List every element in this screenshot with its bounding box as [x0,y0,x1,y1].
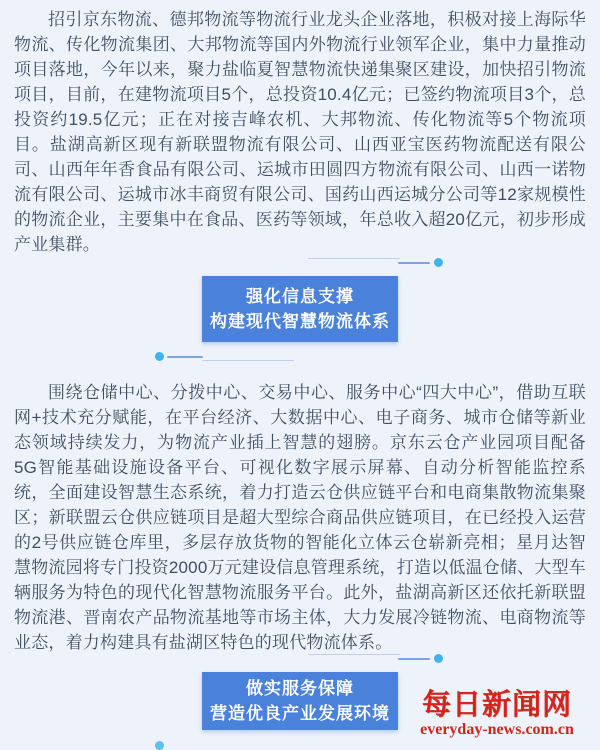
divider-dot-icon [434,654,443,663]
divider-line-dark [398,658,430,660]
divider-line-dark [398,262,430,264]
banner-line-1: 做实服务保障 [246,679,354,698]
banner-line-2: 构建现代智慧物流体系 [210,312,390,331]
divider-dot-icon [434,258,443,267]
divider-line-light [308,654,400,655]
section-heading-information-support [202,276,398,342]
section-heading-service-guarantee [202,672,398,730]
divider-line-light [308,258,400,259]
divider-ornament-bottom [308,651,444,665]
site-url: everyday-news.com.cn [420,721,574,738]
divider-ornament-top [308,255,444,269]
article-paragraph-2: 围绕仓储中心、分拨中心、交易中心、服务中心“四大中心”，借助互联网+技术充分赋能，在平台经济、大数据中心、电子商务、城市仓储等新业态领域持续发力，为物流产业插上智慧的翅膀。京东云仓产业园项目配备5G智能基础设施设备平台、可视化数字展示屏幕、自动分析智能监控系统，全面建设智慧生态系统，着力打造云仓供应链平台和电商集散物流集聚区；新联盟云仓供应链项目是超大型综合商品供应链项目，在已经投入运营的2号供应链仓库里，多层存放货物的智能化立体云仓崭新亮相；星月达智慧物流园将专门投资2000万元建设信息管理系统，打造以低温仓储、大型车辆服务为特色的现代化智慧物流服务平台。此外，盐湖高新区还依托新联盟物流港、晋南农产品物流基地等市场主体，大力发展冷链物流、电商物流等业态，着力构建具有盐湖区特色的现代物流体系。 [14,383,586,652]
article-paragraph-1: 招引京东物流、德邦物流等物流行业龙头企业落地，积极对接上海际华物流、传化物流集团、大邦物流等国内外物流行业领军企业，集中力量推动项目落地，今年以来，聚力盐临夏智慧物流快递集聚区建设，加快招引物流项目，目前，在建物流项目5个，总投资10.4亿元；已签约物流项目3个，总投资约19.5亿元；正在对接吉峰农机、大邦物流、传化物流等5个物流项目。盐湖高新区现有新联盟物流有限公司、山西亚宝医药物流配送有限公司、山西年年香食品有限公司、运城市田圆四方物流有限公司、山西一诺物流有限公司、运城市冰丰商贸有限公司、国药山西运城分公司等12家规模性的物流企业，主要集中在食品、医药等领域，年总收入超20亿元，初步形成产业集群。 [14,10,586,254]
divider-dot-icon [155,741,164,750]
divider-line-light [202,360,294,361]
divider-dot-icon [155,352,164,361]
divider-line-dark [167,356,203,358]
banner-line-2: 营造优良产业发展环境 [210,704,390,723]
banner-line-1: 强化信息支撑 [246,287,354,306]
divider-ornament-left [155,352,295,366]
site-name: 每日新闻网 [421,689,572,721]
site-watermark-logo [408,689,586,738]
